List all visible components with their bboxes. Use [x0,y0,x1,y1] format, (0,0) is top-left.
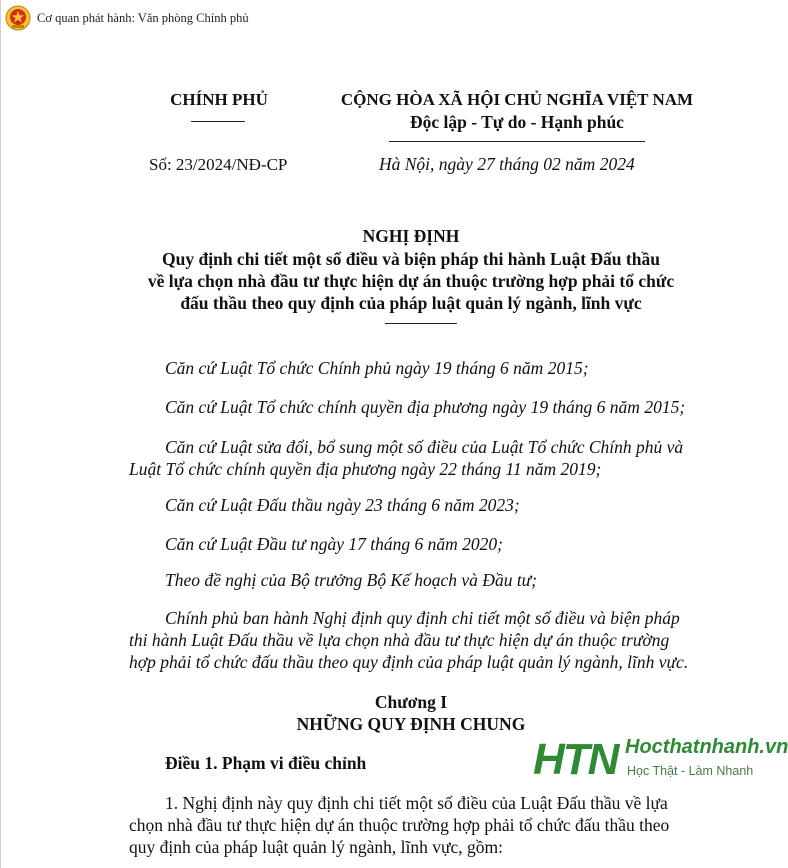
article-heading: Điều 1. Phạm vi điều chỉnh [165,753,367,773]
legal-basis: Căn cứ Luật Đấu thầu ngày 23 tháng 6 năm 2023; [165,495,520,515]
promulgation-line: hợp phải tổ chức đấu thầu theo quy định của pháp luật quản lý ngành, lĩnh vực. [129,652,689,672]
legal-basis-cont: Luật Tổ chức chính quyền địa phương ngày 22 tháng 11 năm 2019; [129,459,602,479]
watermark-site: Hocthatnhanh.vn [625,736,788,758]
title-line: về lựa chọn nhà đầu tư thực hiện dự án thuộc trường hợp phải tổ chức [147,271,675,291]
hocthatnhanh-watermark [531,730,788,786]
place-date: Hà Nội, ngày 27 tháng 02 năm 2024 [379,154,635,174]
national-emblem-icon [5,5,31,31]
legal-basis: Căn cứ Luật sửa đổi, bổ sung một số điều của Luật Tổ chức Chính phủ và [165,437,684,457]
legal-basis: Theo đề nghị của Bộ trưởng Bộ Kế hoạch và Đầu tư; [165,570,538,590]
agency-underline [191,121,245,122]
nation-name: CỘNG HÒA XÃ HỘI CHỦ NGHĨA VIỆT NAM [340,90,694,109]
legal-basis: Căn cứ Luật Đầu tư ngày 17 tháng 6 năm 2020; [165,534,503,554]
watermark-slogan: Học Thật - Làm Nhanh [627,764,754,778]
title-underline [385,323,457,324]
motto-underline [389,141,645,142]
document-number: Số: 23/2024/NĐ-CP [149,155,288,174]
issuer-label: Cơ quan phát hành: Văn phòng Chính phủ [37,11,249,25]
promulgation-line: Chính phủ ban hành Nghị định quy định chi tiết một số điều và biện pháp [165,608,680,628]
promulgation-line: thi hành Luật Đấu thầu về lựa chọn nhà đầu tư thực hiện dự án thuộc trường [129,630,670,650]
chapter-title: NHỮNG QUY ĐỊNH CHUNG [296,714,526,734]
legal-basis: Căn cứ Luật Tổ chức Chính phủ ngày 19 tháng 6 năm 2015; [165,358,589,378]
clause-line: quy định của pháp luật quản lý ngành, lĩnh vực, gồm: [129,837,504,857]
htn-logo-icon [531,732,623,782]
document-type: NGHỊ ĐỊNH [362,226,460,246]
chapter-label: Chương I [374,692,448,712]
svg-text:HTN: HTN [533,735,618,784]
clause-line: chọn nhà đầu tư thực hiện dự án thuộc trường hợp phải tổ chức đấu thầu theo [129,815,670,835]
national-motto: Độc lập - Tự do - Hạnh phúc [410,112,624,132]
issuer-bar [1,0,771,40]
clause-line: 1. Nghị định này quy định chi tiết một số điều của Luật Đấu thầu về lựa [165,793,668,813]
title-line: đấu thầu theo quy định của pháp luật quản lý ngành, lĩnh vực [180,293,642,313]
agency-name: CHÍNH PHỦ [170,90,268,109]
title-line: Quy định chi tiết một số điều và biện pháp thi hành Luật Đấu thầu [162,249,660,269]
legal-basis: Căn cứ Luật Tổ chức chính quyền địa phương ngày 19 tháng 6 năm 2015; [165,397,686,417]
